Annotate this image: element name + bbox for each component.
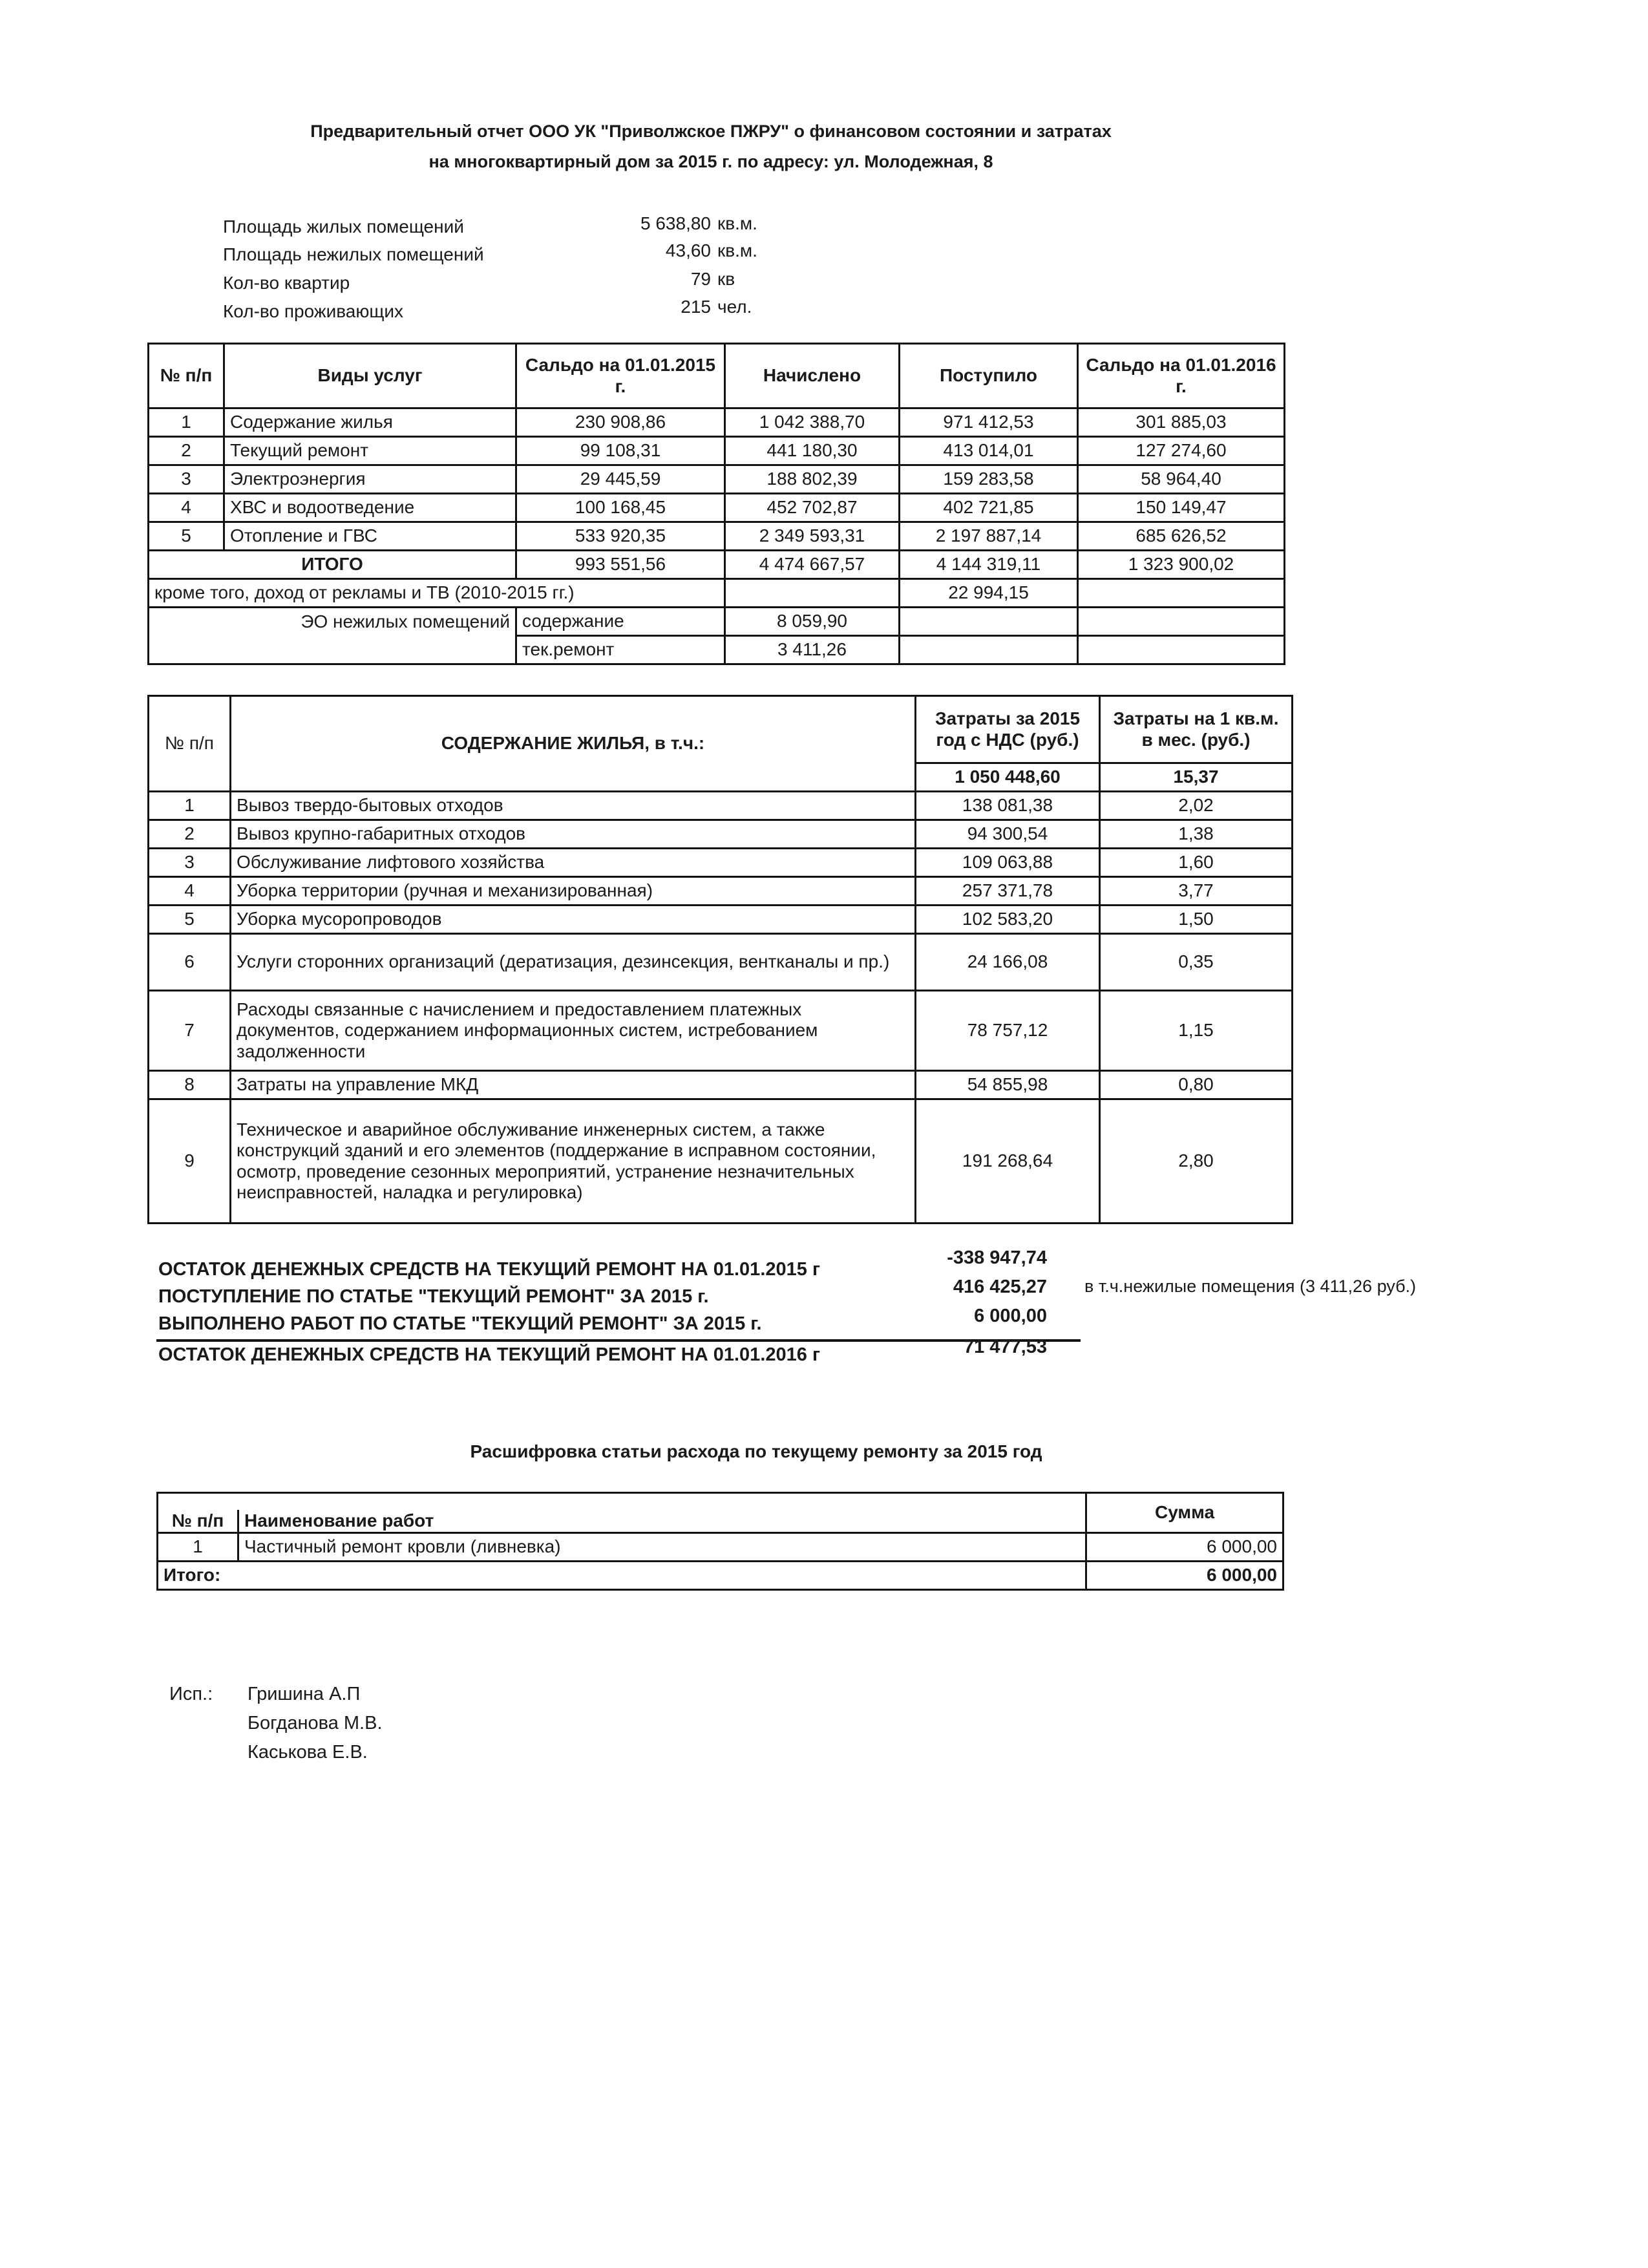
info-value-living-area: 5 638,80	[640, 213, 711, 233]
report-title-line2: на многоквартирный дом за 2015 г. по адресу: ул. Молодежная, 8	[428, 152, 993, 171]
cost-row-num: 2	[149, 820, 231, 849]
row-saldo-end: 58 964,40	[1078, 465, 1285, 494]
breakdown-header-name: Наименование работ	[238, 1510, 1086, 1533]
nonresidential-note: в т.ч.нежилые помещения (3 411,26 руб.)	[1084, 1277, 1417, 1296]
repair-balance-start-label: ОСТАТОК ДЕНЕЖНЫХ СРЕДСТВ НА ТЕКУЩИЙ РЕМОНТ НА 01.01.2015 г	[158, 1259, 821, 1280]
table-row	[149, 792, 1293, 820]
nonres-repair-row	[149, 636, 1285, 664]
table-row	[149, 877, 1293, 906]
breakdown-header-sum: Сумма	[1086, 1493, 1284, 1533]
total-received: 4 144 319,11	[900, 551, 1078, 579]
header-charged: Начислено	[725, 344, 900, 408]
cost-row-num: 5	[149, 906, 231, 934]
row-service-name: Электроэнергия	[224, 465, 516, 494]
costs-header-row	[149, 696, 1293, 763]
total-label: ИТОГО	[149, 551, 516, 579]
row-saldo-end: 301 885,03	[1078, 408, 1285, 437]
services-table	[147, 343, 1285, 665]
signature-name: Каськова Е.В.	[248, 1742, 368, 1763]
services-header-row	[149, 344, 1285, 408]
ads-income-received: 22 994,15	[900, 579, 1078, 608]
services-total-row	[149, 551, 1285, 579]
total-saldo-start: 993 551,56	[516, 551, 725, 579]
info-label-living-area: Площадь жилых помещений	[223, 217, 464, 237]
table-row	[149, 991, 1293, 1071]
breakdown-row-sum: 6 000,00	[1086, 1533, 1284, 1562]
row-service-name: ХВС и водоотведение	[224, 494, 516, 522]
cost-row-num: 6	[149, 934, 231, 991]
cost-row-sqm: 3,77	[1100, 877, 1293, 906]
row-saldo-end: 150 149,47	[1078, 494, 1285, 522]
row-service-name: Отопление и ГВС	[224, 522, 516, 551]
nonres-sub-maintenance: содержание	[516, 608, 725, 636]
row-charged: 2 349 593,31	[725, 522, 900, 551]
ads-empty-cell	[1078, 579, 1285, 608]
nonres-empty-cell	[149, 636, 516, 664]
row-service-name: Текущий ремонт	[224, 437, 516, 465]
cost-row-year: 78 757,12	[916, 991, 1100, 1071]
row-service-name: Содержание жилья	[224, 408, 516, 437]
row-saldo-start: 29 445,59	[516, 465, 725, 494]
row-received: 402 721,85	[900, 494, 1078, 522]
total-saldo-end: 1 323 900,02	[1078, 551, 1285, 579]
cost-row-year: 138 081,38	[916, 792, 1100, 820]
cost-row-sqm: 0,35	[1100, 934, 1293, 991]
cost-row-name: Расходы связанные с начислением и предоставлением платежных документов, содержанием информационных систем, истребованием задолженности	[231, 991, 916, 1071]
row-saldo-end: 685 626,52	[1078, 522, 1285, 551]
header-saldo-start: Сальдо на 01.01.2015 г.	[516, 344, 725, 408]
nonres-val-maintenance: 8 059,90	[725, 608, 900, 636]
row-received: 971 412,53	[900, 408, 1078, 437]
table-row	[149, 849, 1293, 877]
breakdown-total-row	[158, 1562, 1284, 1590]
info-label-residents: Кол-во проживающих	[223, 301, 404, 321]
cost-row-sqm: 2,80	[1100, 1099, 1293, 1224]
row-saldo-start: 230 908,86	[516, 408, 725, 437]
breakdown-header-spacer	[158, 1493, 1086, 1510]
cost-row-year: 102 583,20	[916, 906, 1100, 934]
row-charged: 441 180,30	[725, 437, 900, 465]
info-unit-nonliving-area: кв.м.	[717, 240, 757, 260]
cost-row-year: 54 855,98	[916, 1071, 1100, 1099]
row-saldo-start: 533 920,35	[516, 522, 725, 551]
row-saldo-end: 127 274,60	[1078, 437, 1285, 465]
info-unit-apartments: кв	[717, 269, 735, 289]
breakdown-row-name: Частичный ремонт кровли (ливневка)	[238, 1533, 1086, 1562]
report-title-line1: Предварительный отчет ООО УК "Приволжское ПЖРУ" о финансовом состоянии и затратах	[310, 122, 1112, 141]
costs-header-year: Затраты за 2015 год с НДС (руб.)	[916, 696, 1100, 763]
nonres-empty-cell	[900, 636, 1078, 664]
repair-income-label: ПОСТУПЛЕНИЕ ПО СТАТЬЕ "ТЕКУЩИЙ РЕМОНТ" ЗА 2015 г.	[158, 1286, 709, 1307]
info-value-apartments: 79	[690, 269, 711, 289]
header-service: Виды услуг	[224, 344, 516, 408]
costs-header-title: СОДЕРЖАНИЕ ЖИЛЬЯ, в т.ч.:	[231, 696, 916, 792]
info-unit-living-area: кв.м.	[717, 213, 757, 233]
cost-row-year: 94 300,54	[916, 820, 1100, 849]
table-row	[149, 820, 1293, 849]
table-row	[149, 494, 1285, 522]
signatures-label: Исп.:	[169, 1684, 213, 1704]
total-charged: 4 474 667,57	[725, 551, 900, 579]
table-row	[149, 437, 1285, 465]
nonres-empty-cell	[900, 608, 1078, 636]
info-label-apartments: Кол-во квартир	[223, 273, 350, 293]
row-num: 2	[149, 437, 224, 465]
header-num: № п/п	[149, 344, 224, 408]
row-received: 159 283,58	[900, 465, 1078, 494]
table-row	[149, 1099, 1293, 1224]
signature-name: Гришина А.П	[248, 1684, 361, 1704]
nonres-label: ЭО нежилых помещений	[149, 608, 516, 636]
row-num: 5	[149, 522, 224, 551]
row-received: 2 197 887,14	[900, 522, 1078, 551]
header-received: Поступило	[900, 344, 1078, 408]
breakdown-row-num: 1	[158, 1533, 238, 1562]
costs-table	[147, 695, 1293, 1224]
info-label-nonliving-area: Площадь нежилых помещений	[223, 244, 484, 264]
ads-income-label: кроме того, доход от рекламы и ТВ (2010-2015 гг.)	[149, 579, 725, 608]
cost-row-name: Вывоз твердо-бытовых отходов	[231, 792, 916, 820]
cost-row-num: 4	[149, 877, 231, 906]
cost-row-name: Уборка территории (ручная и механизированная)	[231, 877, 916, 906]
cost-row-num: 8	[149, 1071, 231, 1099]
row-num: 1	[149, 408, 224, 437]
breakdown-table	[156, 1492, 1284, 1591]
repair-balance-start-value: -338 947,74	[947, 1247, 1047, 1268]
nonres-empty-cell	[1078, 608, 1285, 636]
table-row	[149, 465, 1285, 494]
breakdown-total-sum: 6 000,00	[1086, 1562, 1284, 1590]
row-received: 413 014,01	[900, 437, 1078, 465]
signature-name: Богданова М.В.	[248, 1713, 383, 1733]
nonres-empty-cell	[1078, 636, 1285, 664]
breakdown-header-top	[158, 1493, 1284, 1510]
repair-balance-end-value: 71 477,53	[963, 1337, 1047, 1357]
info-value-residents: 215	[681, 297, 711, 317]
row-charged: 188 802,39	[725, 465, 900, 494]
table-row	[149, 522, 1285, 551]
costs-total-sqm: 15,37	[1100, 763, 1293, 792]
row-num: 4	[149, 494, 224, 522]
costs-header-sqm: Затраты на 1 кв.м. в мес. (руб.)	[1100, 696, 1293, 763]
cost-row-num: 7	[149, 991, 231, 1071]
nonres-val-repair: 3 411,26	[725, 636, 900, 664]
header-saldo-end: Сальдо на 01.01.2016 г.	[1078, 344, 1285, 408]
breakdown-header-num: № п/п	[158, 1510, 238, 1533]
cost-row-name: Затраты на управление МКД	[231, 1071, 916, 1099]
table-row	[149, 906, 1293, 934]
cost-row-name: Обслуживание лифтового хозяйства	[231, 849, 916, 877]
cost-row-name: Вывоз крупно-габаритных отходов	[231, 820, 916, 849]
ads-income-row	[149, 579, 1285, 608]
row-num: 3	[149, 465, 224, 494]
cost-row-num: 3	[149, 849, 231, 877]
cost-row-sqm: 1,60	[1100, 849, 1293, 877]
breakdown-title: Расшифровка статьи расхода по текущему ремонту за 2015 год	[470, 1441, 1042, 1461]
cost-row-name: Техническое и аварийное обслуживание инженерных систем, а также конструкций зданий и его элементов (поддержание в исправном состоянии, осмотр, проведение сезонных мероприятий, устранение незначительных неисправностей, наладка и регулировка)	[231, 1099, 916, 1224]
cost-row-year: 109 063,88	[916, 849, 1100, 877]
cost-row-num: 1	[149, 792, 231, 820]
cost-row-num: 9	[149, 1099, 231, 1224]
repair-balance-end-label: ОСТАТОК ДЕНЕЖНЫХ СРЕДСТВ НА ТЕКУЩИЙ РЕМОНТ НА 01.01.2016 г	[158, 1344, 821, 1365]
costs-total-year: 1 050 448,60	[916, 763, 1100, 792]
cost-row-sqm: 1,50	[1100, 906, 1293, 934]
ads-empty-cell	[725, 579, 900, 608]
costs-header-num: № п/п	[149, 696, 231, 792]
table-row	[149, 408, 1285, 437]
cost-row-year: 257 371,78	[916, 877, 1100, 906]
cost-row-sqm: 2,02	[1100, 792, 1293, 820]
table-row	[149, 934, 1293, 991]
nonres-sub-repair: тек.ремонт	[516, 636, 725, 664]
table-row	[149, 1071, 1293, 1099]
cost-row-year: 191 268,64	[916, 1099, 1100, 1224]
cost-row-sqm: 1,38	[1100, 820, 1293, 849]
cost-row-name: Уборка мусоропроводов	[231, 906, 916, 934]
row-charged: 1 042 388,70	[725, 408, 900, 437]
row-charged: 452 702,87	[725, 494, 900, 522]
info-value-nonliving-area: 43,60	[665, 240, 711, 260]
row-saldo-start: 100 168,45	[516, 494, 725, 522]
cost-row-year: 24 166,08	[916, 934, 1100, 991]
breakdown-total-label: Итого:	[158, 1562, 1086, 1590]
repair-works-label: ВЫПОЛНЕНО РАБОТ ПО СТАТЬЕ "ТЕКУЩИЙ РЕМОНТ" ЗА 2015 г.	[158, 1313, 762, 1334]
info-unit-residents: чел.	[717, 297, 752, 317]
row-saldo-start: 99 108,31	[516, 437, 725, 465]
table-row	[158, 1533, 1284, 1562]
nonres-maintenance-row	[149, 608, 1285, 636]
cost-row-sqm: 0,80	[1100, 1071, 1293, 1099]
repair-works-value: 6 000,00	[974, 1306, 1047, 1326]
cost-row-name: Услуги сторонних организаций (дератизация, дезинсекция, вентканалы и пр.)	[231, 934, 916, 991]
repair-income-value: 416 425,27	[953, 1277, 1047, 1297]
cost-row-sqm: 1,15	[1100, 991, 1293, 1071]
